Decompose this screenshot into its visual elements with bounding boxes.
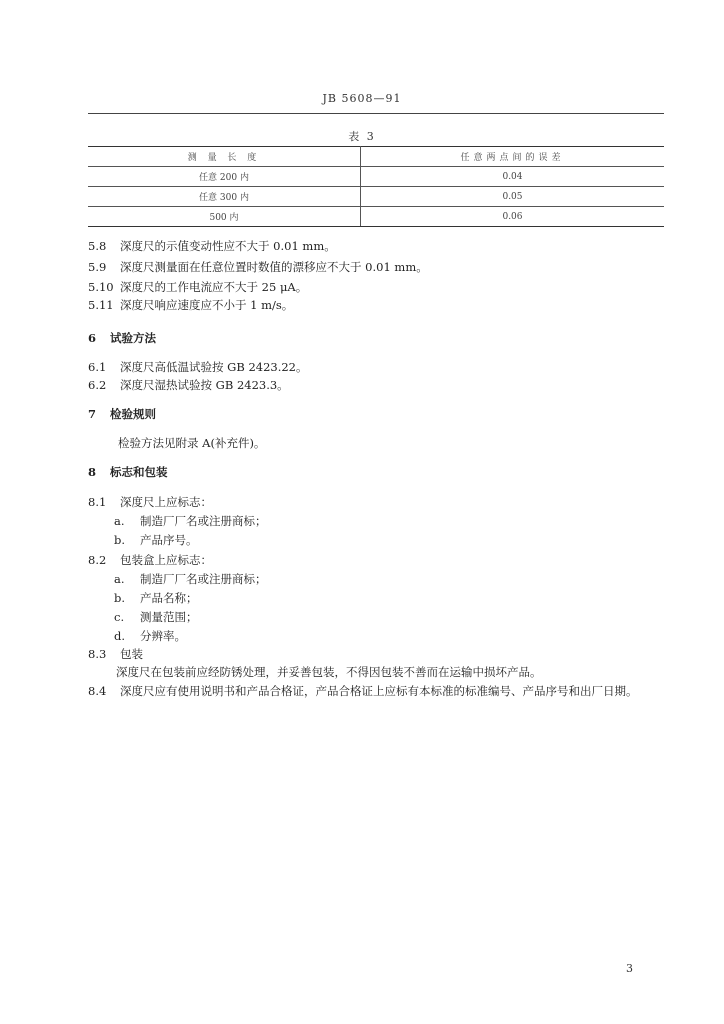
clause-5-8: 5.8 深度尺的示值变动性应不大于 0.01 mm。 bbox=[88, 239, 336, 253]
page-number: 3 bbox=[626, 962, 633, 975]
list-item: a. 制造厂厂名或注册商标； bbox=[114, 572, 267, 586]
table-header-row bbox=[88, 147, 664, 167]
clause-5-11: 5.11 深度尺响应速度应不小于 1 m/s。 bbox=[88, 298, 294, 312]
cell-length: 任意 200 内 bbox=[88, 167, 361, 187]
table-3 bbox=[88, 146, 664, 227]
table-row bbox=[88, 207, 664, 227]
header-rule bbox=[88, 113, 664, 114]
list-item: a. 制造厂厂名或注册商标； bbox=[114, 514, 267, 528]
clause-8-3-text: 深度尺在包装前应经防锈处理，并妥善包装，不得因包装不善而在运输中损坏产品。 bbox=[116, 665, 542, 679]
cell-length: 任意 300 内 bbox=[88, 187, 361, 207]
clause-5-9: 5.9 深度尺测量面在任意位置时数值的漂移应不大于 0.01 mm。 bbox=[88, 260, 428, 274]
clause-8-3: 8.3 包装 bbox=[88, 647, 143, 661]
section-7-heading: 7 检验规则 bbox=[88, 407, 156, 421]
table-row bbox=[88, 167, 664, 187]
table-caption: 表 3 bbox=[348, 130, 376, 143]
standard-number: JB 5608—91 bbox=[322, 92, 402, 105]
clause-6-1: 6.1 深度尺高低温试验按 GB 2423.22。 bbox=[88, 360, 308, 374]
cell-length: 500 内 bbox=[88, 207, 361, 227]
cell-error: 0.05 bbox=[361, 187, 665, 207]
clause-8-2: 8.2 包装盒上应标志： bbox=[88, 553, 212, 567]
list-item: b. 产品名称； bbox=[114, 591, 198, 605]
col-header-error: 任意两点间的误差 bbox=[361, 147, 665, 167]
section-7-text: 检验方法见附录 A(补充件)。 bbox=[118, 436, 266, 450]
list-item: b. 产品序号。 bbox=[114, 533, 198, 547]
clause-5-10: 5.10 深度尺的工作电流应不大于 25 μA。 bbox=[88, 280, 308, 294]
table-row bbox=[88, 187, 664, 207]
cell-error: 0.04 bbox=[361, 167, 665, 187]
clause-8-1: 8.1 深度尺上应标志： bbox=[88, 495, 212, 509]
section-6-heading: 6 试验方法 bbox=[88, 331, 156, 345]
list-item: d. 分辨率。 bbox=[114, 629, 186, 643]
col-header-length: 测 量 长 度 bbox=[88, 147, 361, 167]
clause-8-4: 8.4 深度尺应有使用说明书和产品合格证，产品合格证上应标有本标准的标准编号、产品序号和出厂日期。 bbox=[88, 684, 638, 698]
clause-6-2: 6.2 深度尺湿热试验按 GB 2423.3。 bbox=[88, 378, 289, 392]
list-item: c. 测量范围； bbox=[114, 610, 198, 624]
cell-error: 0.06 bbox=[361, 207, 665, 227]
section-8-heading: 8 标志和包装 bbox=[88, 465, 168, 479]
